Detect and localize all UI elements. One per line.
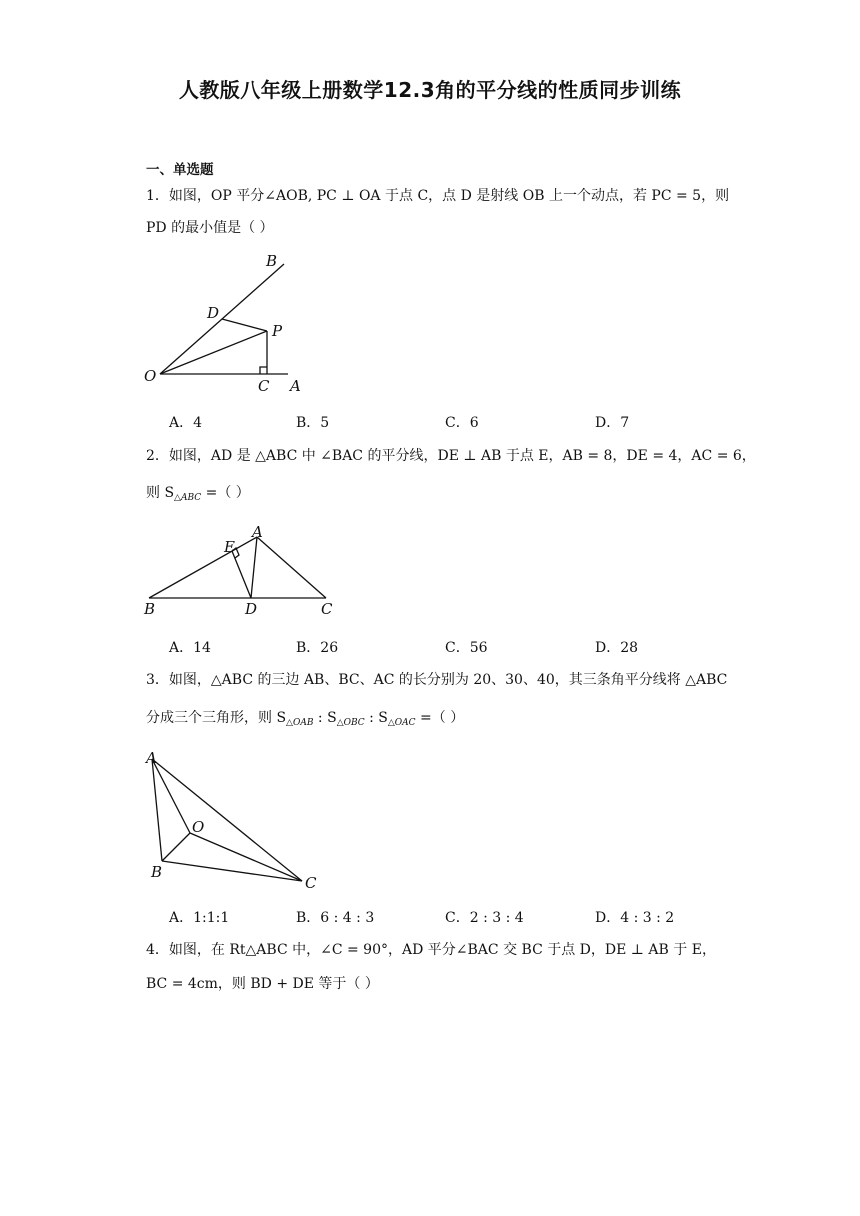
label-c: C xyxy=(305,874,317,892)
label-b: B xyxy=(266,252,278,270)
label-d: D xyxy=(245,600,258,618)
q1-option-d[interactable]: D．7 xyxy=(595,415,630,431)
q3-option-c[interactable]: C．2 : 3 : 4 xyxy=(445,910,524,926)
segment-ac xyxy=(257,537,326,598)
q2-option-b[interactable]: B．26 xyxy=(296,640,339,656)
label-c: C xyxy=(321,600,333,618)
q3-subscript-1: △OAB xyxy=(286,718,314,728)
q3-option-a[interactable]: A．1:1:1 xyxy=(169,910,230,926)
right-angle-mark xyxy=(260,367,267,374)
label-b: B xyxy=(151,863,163,881)
label-a: A xyxy=(290,377,301,395)
label-o: O xyxy=(192,818,205,836)
q2-option-d[interactable]: D．28 xyxy=(595,640,639,656)
label-b: B xyxy=(144,600,156,618)
q3-mid-2: : S xyxy=(364,710,388,726)
label-o: O xyxy=(144,367,157,385)
q3-stem-line2 xyxy=(146,708,726,733)
q3-stem-line1: 3．如图，△ABC 的三边 AB、BC、AC 的长分别为 20、30、40，其三条角平分线将 △ABC xyxy=(146,672,728,688)
segment-pd xyxy=(222,319,267,331)
segment-co xyxy=(190,833,302,881)
segment-bo xyxy=(162,833,190,861)
q1-option-c[interactable]: C．6 xyxy=(445,415,479,431)
segment-op xyxy=(160,331,267,374)
segment-ba xyxy=(149,537,257,598)
q1-option-b[interactable]: B．5 xyxy=(296,415,330,431)
q3-prefix: 分成三个三角形，则 S xyxy=(146,710,287,726)
q2-suffix: =（ ） xyxy=(201,485,250,501)
q2-stem-line2 xyxy=(146,483,726,508)
q3-option-d[interactable]: D．4 : 3 : 2 xyxy=(595,910,675,926)
q3-mid-1: : S xyxy=(313,710,337,726)
label-p: P xyxy=(272,322,283,340)
q2-figure xyxy=(140,522,340,622)
q3-option-b[interactable]: B．6 : 4 : 3 xyxy=(296,910,375,926)
q3-subscript-3: △OAC xyxy=(387,718,416,728)
q1-stem-line1: 1．如图，OP 平分∠AOB, PC ⊥ OA 于点 C，点 D 是射线 OB 上一个动点，若 PC = 5，则 xyxy=(146,188,730,204)
q4-stem-line1: 4．如图，在 Rt△ABC 中，∠C = 90°，AD 平分∠BAC 交 BC 于点 D，DE ⊥ AB 于 E， xyxy=(146,942,716,958)
q2-prefix: 则 S xyxy=(146,485,175,501)
label-a: A xyxy=(146,749,157,767)
segment-de xyxy=(232,551,251,598)
q3-suffix: =（ ） xyxy=(415,710,465,726)
segment-ad xyxy=(251,537,257,598)
label-e: E xyxy=(224,538,235,556)
label-a: A xyxy=(252,523,263,541)
q3-subscript-2: △OBC xyxy=(336,718,365,728)
section-heading: 一、单选题 xyxy=(146,162,214,178)
q1-figure xyxy=(140,250,320,396)
q2-option-c[interactable]: C．56 xyxy=(445,640,488,656)
q2-subscript: △ABC xyxy=(174,493,202,503)
q1-option-a[interactable]: A．4 xyxy=(169,415,203,431)
q4-stem-line2: BC = 4cm，则 BD + DE 等于（ ） xyxy=(146,976,379,992)
label-d: D xyxy=(207,304,220,322)
q2-option-a[interactable]: A．14 xyxy=(169,640,211,656)
q2-stem-line1: 2．如图，AD 是 △ABC 中 ∠BAC 的平分线，DE ⊥ AB 于点 E，AB = 8，DE = 4，AC = 6， xyxy=(146,448,756,464)
label-c: C xyxy=(258,377,270,395)
q3-figure xyxy=(140,745,330,895)
q1-stem-line2: PD 的最小值是（ ） xyxy=(146,220,274,236)
page-title: 人教版八年级上册数学12.3角的平分线的性质同步训练 xyxy=(178,78,682,102)
